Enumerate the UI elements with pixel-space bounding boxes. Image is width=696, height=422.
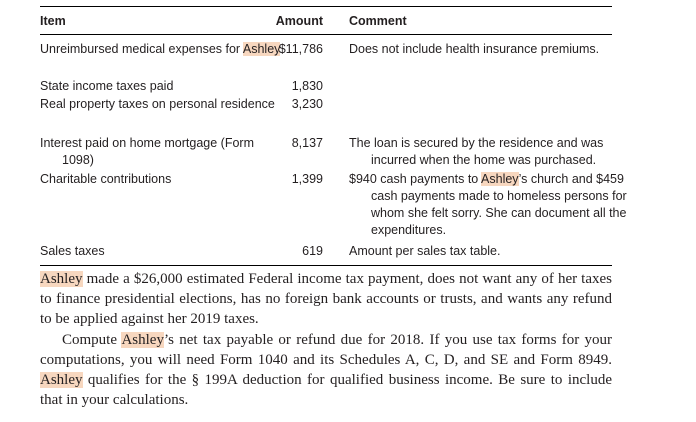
paragraph-1-text: made a $26,000 estimated Federal income tax payment, does not want any of her taxes to finance presidential elections, has no foreign bank accounts or trusts, and wants any refund to be applied against her 2019 taxes. [40, 271, 612, 328]
row-amount: 619 [302, 244, 323, 258]
header-item: Item [40, 14, 66, 28]
problem-text [40, 269, 612, 410]
row-item-text: Unreimbursed medical expenses for [40, 42, 243, 56]
highlighted-name: Ashley [242, 42, 281, 56]
highlighted-name: Ashley [481, 172, 519, 186]
header-amount: Amount [275, 14, 323, 28]
row-item [40, 41, 287, 58]
row-item: Real property taxes on personal residence [40, 97, 275, 111]
row-amount: 8,137 [291, 136, 323, 150]
row-item: State income taxes paid [40, 79, 174, 93]
table-header-rule [40, 34, 612, 35]
row-amount: 3,230 [291, 97, 323, 111]
highlighted-name: Ashley [40, 372, 83, 389]
row-comment-text: $940 cash payments to [349, 172, 482, 186]
header-comment: Comment [349, 14, 407, 28]
row-item: Charitable contributions [40, 172, 172, 186]
highlighted-name: Ashley [40, 271, 83, 287]
row-comment [349, 171, 634, 239]
row-amount: 1,399 [291, 172, 323, 186]
row-item: Interest paid on home mortgage (Form 1098) [40, 136, 254, 167]
paragraph-2-text: ’s net tax payable or refund due for 2018. If you use tax forms for your computations, you will need Form 1040 and its Schedules A, C, D, and SE and Form 8949. [40, 331, 612, 368]
row-amount: 1,830 [291, 79, 323, 93]
row-comment: Does not include health insurance premiums. [349, 42, 600, 56]
paragraph-2-text: qualifies for the § 199A deduction for qualified business income. Be sure to include that in your calculations. [40, 372, 612, 409]
paragraph-2-text: Compute [62, 331, 122, 348]
paragraph-2 [40, 330, 612, 411]
row-comment-text: ’s church and $459 cash payments made to homeless persons for whom she felt sorry. She can document all the expenditures. [371, 172, 627, 237]
row-comment: Amount per sales tax table. [349, 244, 501, 258]
row-comment: The loan is secured by the residence and was incurred when the home was purchased. [349, 136, 604, 167]
row-item: Sales taxes [40, 244, 105, 258]
paragraph-1 [40, 269, 612, 330]
row-amount: $11,786 [278, 42, 323, 56]
table-bottom-rule [40, 265, 612, 266]
highlighted-name: Ashley [121, 331, 164, 348]
table-top-rule [40, 6, 612, 7]
